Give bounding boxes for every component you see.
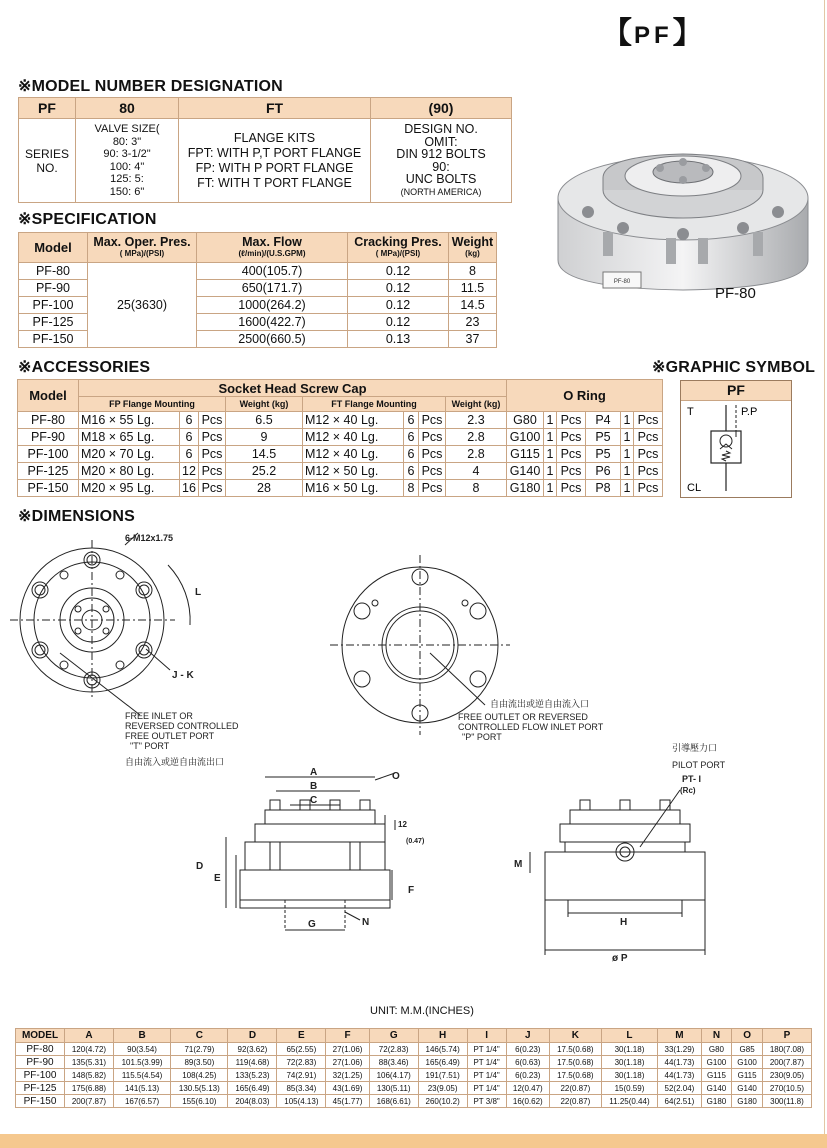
page-code-label: PF <box>634 22 673 49</box>
acc-h-oring: O Ring <box>507 380 663 412</box>
dim-row: PF-150 200(7.87) 167(6.57) 155(6.10) 204(8.03) 105(4.13) 45(1.77) 168(6.61) 260(10.2) PT 3/8" 16(0.62) 22(0.87) 11.25(0.44) 64(2.51) G180 G180 300(11.8) <box>16 1095 812 1108</box>
dimension-drawings <box>0 525 827 995</box>
svg-text:M: M <box>514 859 523 870</box>
acc-row: PF-80 M16 × 55 Lg. 6 Pcs 6.5 M12 × 40 Lg. 6 Pcs 2.3 G80 1 Pcs P4 1 Pcs <box>18 412 663 429</box>
photo-plate-text: PF-80 <box>613 279 631 285</box>
spec-h-flow: Max. Flow (ℓ/min)/(U.S.GPM) <box>197 233 348 263</box>
spec-row: PF-150 2500(660.5) 0.13 37 <box>19 331 497 348</box>
dim-row: PF-80 120(4.72) 90(3.54) 71(2.79) 92(3.62) 65(2.55) 27(1.06) 72(2.83) 146(5.74) PT 1/4" 6(0.23) 17.5(0.68) 30(1.18) 33(1.29) G80 G85 180(7.08) <box>16 1043 812 1056</box>
svg-text:REVERSED CONTROLLED: REVERSED CONTROLLED <box>125 721 239 731</box>
svg-text:B: B <box>310 781 318 792</box>
svg-text:H: H <box>620 917 628 928</box>
accessories-title: ※ACCESSORIES <box>18 359 151 376</box>
model-designation-table <box>18 97 512 203</box>
svg-text:ø P: ø P <box>612 953 628 964</box>
acc-h-model: Model <box>18 380 79 412</box>
spec-h-model: Model <box>19 233 88 263</box>
md-flange: FLANGE KITS FPT: WITH P,T PORT FLANGE FP: WITH P PORT FLANGE FT: WITH T PORT FLANGE <box>179 119 371 203</box>
md-design: DESIGN NO. OMIT: DIN 912 BOLTS 90: UNC BOLTS (NORTH AMERICA) <box>371 119 512 203</box>
graphic-symbol-label: PF <box>681 381 791 401</box>
svg-text:D: D <box>196 861 204 872</box>
acc-row: PF-100 M20 × 70 Lg. 6 Pcs 14.5 M12 × 40 Lg. 6 Pcs 2.8 G115 1 Pcs P5 1 Pcs <box>18 446 663 463</box>
model-designation-title: ※MODEL NUMBER DESIGNATION <box>18 78 283 95</box>
svg-text:PILOT PORT: PILOT PORT <box>672 760 726 770</box>
svg-text:J - K: J - K <box>172 670 194 681</box>
dim-row: PF-90 135(5.31) 101.5(3.99) 89(3.50) 119(4.68) 72(2.83) 27(1.06) 88(3.46) 165(6.49) PT 1/4" 6(0.63) 17.5(0.68) 30(1.18) 44(1.73) G100 G100 200(7.87) <box>16 1056 812 1069</box>
svg-text:FREE OUTLET OR REVERSED: FREE OUTLET OR REVERSED <box>458 712 588 722</box>
unit-label: UNIT: M.M.(INCHES) <box>370 1005 474 1017</box>
dimensions-title: ※DIMENSIONS <box>18 508 135 525</box>
graphic-symbol-title: ※GRAPHIC SYMBOL <box>652 359 816 376</box>
spec-row: PF-90 650(171.7) 0.12 11.5 <box>19 280 497 297</box>
right-divider <box>824 0 825 1134</box>
spec-row: PF-100 1000(264.2) 0.12 14.5 <box>19 297 497 314</box>
svg-text:A: A <box>310 767 318 778</box>
svg-text:自由流入或逆自由流出口: 自由流入或逆自由流出口 <box>125 757 225 767</box>
dim-row: PF-125 175(6.88) 141(5.13) 130.5(5.13) 165(6.49) 85(3.34) 43(1.69) 130(5.11) 23(9.05) PT 1/4" 12(0.47) 22(0.87) 15(0.59) 52(2.04) G140 G140 270(10.5) <box>16 1082 812 1095</box>
dimension-table <box>15 1028 812 1108</box>
svg-text:FREE OUTLET PORT: FREE OUTLET PORT <box>125 731 215 741</box>
svg-text:自由流出或逆自由流入口: 自由流出或逆自由流入口 <box>490 699 590 709</box>
svg-text:(Rc): (Rc) <box>680 786 696 795</box>
acc-row: PF-150 M20 × 95 Lg. 16 Pcs 28 M16 × 50 Lg. 8 Pcs 8 G180 1 Pcs P8 1 Pcs <box>18 480 663 497</box>
spec-pressure: 25(3630) <box>88 263 197 348</box>
specification-title: ※SPECIFICATION <box>18 211 157 228</box>
svg-text:引導壓力口: 引導壓力口 <box>672 743 718 753</box>
accessories-table: Model Socket Head Screw Cap O Ring FP Flange Mounting Weight (kg) FT Flange Mounting Weight (kg) PF-80 M16 × 55 Lg. 6 Pcs 6.5 M12 × 40 Lg. 6 Pcs 2.3 G80 1 Pcs P4 1 Pcs PF-90 M18 × 65 Lg. 6 Pcs 9 M12 × 40 Lg. 6 Pcs 2.8 G100 1 Pcs P5 1 Pcs PF-100 M20 × 70 Lg. 6 Pcs 14.5 M12 × 40 Lg. 6 Pcs 2.8 G115 1 Pcs P5 1 Pcs PF-125 M20 × 80 Lg. 12 Pcs 25.2 M12 × 50 Lg. 6 Pcs 4 G140 1 Pcs P6 1 Pcs PF-150 M20 × 95 Lg. 16 Pcs 28 M16 × 50 Lg. 8 Pcs 8 G180 1 Pcs P8 1 Pcs <box>17 379 663 497</box>
svg-text:CL: CL <box>687 482 702 494</box>
svg-text:F: F <box>408 885 415 896</box>
svg-text:"P" PORT: "P" PORT <box>462 732 502 742</box>
dim-row: PF-100 148(5.82) 115.5(4.54) 108(4.25) 133(5.23) 74(2.91) 32(1.25) 106(4.17) 191(7.51) PT 1/4" 6(0.23) 17.5(0.68) 30(1.18) 44(1.73) G115 G115 230(9.05) <box>16 1069 812 1082</box>
svg-text:"T" PORT: "T" PORT <box>130 741 170 751</box>
svg-text:12: 12 <box>398 820 407 829</box>
spec-row: PF-80 25(3630) 400(105.7) 0.12 8 <box>19 263 497 280</box>
md-header-pf: PF <box>19 98 76 119</box>
md-header-90: (90) <box>371 98 512 119</box>
page-code: 【PF】 <box>602 17 705 50</box>
md-valve-size: VALVE SIZE( 80: 3" 90: 3-1/2" 100: 4" 125: 5: 150: 6" <box>76 119 179 203</box>
check-valve-symbol <box>681 401 791 497</box>
specification-table <box>18 232 497 348</box>
svg-text:(0.47): (0.47) <box>406 838 425 845</box>
graphic-symbol-box <box>680 380 792 498</box>
md-header-80: 80 <box>76 98 179 119</box>
spec-h-pres: Max. Oper. Pres. ( MPa)/(PSI) <box>88 233 197 263</box>
svg-text:L: L <box>195 587 202 598</box>
spec-row: PF-125 1600(422.7) 0.12 23 <box>19 314 497 331</box>
bottom-band <box>0 1134 827 1148</box>
product-photo <box>548 120 818 310</box>
svg-text:T: T <box>687 406 694 418</box>
svg-text:E: E <box>214 873 221 884</box>
svg-text:P.P: P.P <box>741 406 758 418</box>
acc-h-screw: Socket Head Screw Cap <box>79 380 507 397</box>
svg-text:G: G <box>308 919 316 930</box>
svg-text:O: O <box>392 771 400 782</box>
svg-text:CONTROLLED FLOW INLET PORT: CONTROLLED FLOW INLET PORT <box>458 722 604 732</box>
bolt-label: 6-M12x1.75 <box>125 533 174 543</box>
md-header-ft: FT <box>179 98 371 119</box>
photo-caption: PF-80 <box>715 285 756 302</box>
spec-h-cracking: Cracking Pres. ( MPa)/(PSI) <box>348 233 449 263</box>
acc-row: PF-90 M18 × 65 Lg. 6 Pcs 9 M12 × 40 Lg. 6 Pcs 2.8 G100 1 Pcs P5 1 Pcs <box>18 429 663 446</box>
md-series: SERIES NO. <box>19 119 76 203</box>
dim-header-row: MODEL A B C D E F G H I J K L M N O P <box>16 1029 812 1043</box>
svg-text:C: C <box>310 795 318 806</box>
svg-text:PT- I: PT- I <box>682 774 702 784</box>
spec-h-weight: Weight (kg) <box>449 233 497 263</box>
acc-row: PF-125 M20 × 80 Lg. 12 Pcs 25.2 M12 × 50 Lg. 6 Pcs 4 G140 1 Pcs P6 1 Pcs <box>18 463 663 480</box>
svg-text:FREE INLET OR: FREE INLET OR <box>125 711 193 721</box>
svg-text:N: N <box>362 917 370 928</box>
